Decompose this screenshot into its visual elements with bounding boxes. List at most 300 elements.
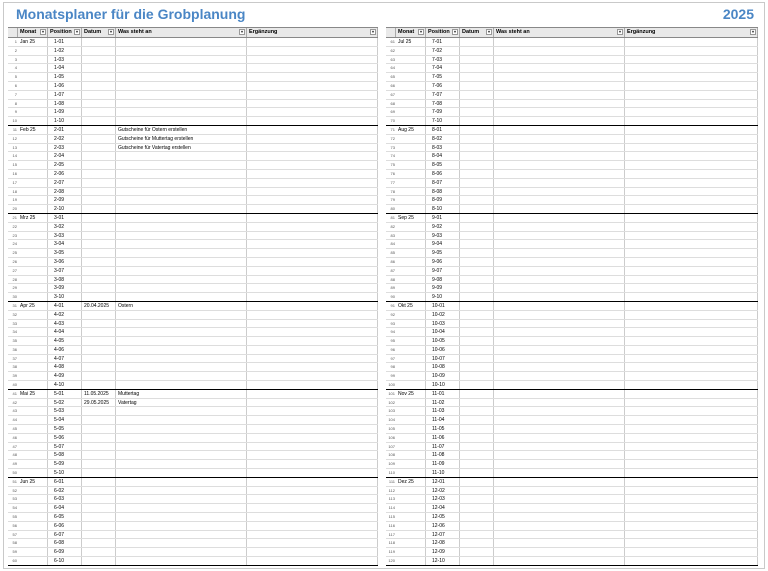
cell-position[interactable]: 9-10 bbox=[426, 293, 460, 301]
cell-position[interactable]: 11-07 bbox=[426, 443, 460, 451]
filter-dropdown-icon[interactable]: ▾ bbox=[618, 29, 621, 34]
cell-ergaenzung[interactable] bbox=[247, 337, 378, 345]
cell-was-steht-an[interactable] bbox=[116, 363, 247, 371]
cell-was-steht-an[interactable] bbox=[116, 152, 247, 160]
cell-position[interactable]: 11-02 bbox=[426, 399, 460, 407]
cell-datum[interactable] bbox=[82, 161, 116, 169]
cell-ergaenzung[interactable] bbox=[247, 196, 378, 204]
cell-monat[interactable] bbox=[396, 64, 426, 72]
cell-was-steht-an[interactable] bbox=[116, 100, 247, 108]
cell-ergaenzung[interactable] bbox=[247, 152, 378, 160]
cell-datum[interactable] bbox=[82, 223, 116, 231]
cell-position[interactable]: 2-10 bbox=[48, 205, 82, 213]
cell-was-steht-an[interactable] bbox=[494, 522, 625, 530]
cell-was-steht-an[interactable] bbox=[116, 73, 247, 81]
cell-monat[interactable] bbox=[396, 196, 426, 204]
cell-was-steht-an[interactable] bbox=[494, 355, 625, 363]
cell-ergaenzung[interactable] bbox=[625, 152, 758, 160]
cell-monat[interactable]: Dez 25 bbox=[396, 478, 426, 486]
cell-monat[interactable] bbox=[18, 399, 48, 407]
cell-datum[interactable] bbox=[460, 355, 494, 363]
cell-monat[interactable] bbox=[396, 416, 426, 424]
cell-ergaenzung[interactable] bbox=[625, 56, 758, 64]
cell-monat[interactable] bbox=[18, 196, 48, 204]
cell-datum[interactable] bbox=[460, 170, 494, 178]
cell-position[interactable]: 5-10 bbox=[48, 469, 82, 477]
cell-was-steht-an[interactable] bbox=[494, 126, 625, 134]
cell-position[interactable]: 6-01 bbox=[48, 478, 82, 486]
cell-was-steht-an[interactable] bbox=[116, 223, 247, 231]
cell-position[interactable]: 10-02 bbox=[426, 311, 460, 319]
cell-was-steht-an[interactable] bbox=[116, 513, 247, 521]
cell-was-steht-an[interactable] bbox=[116, 539, 247, 547]
cell-ergaenzung[interactable] bbox=[247, 56, 378, 64]
cell-datum[interactable] bbox=[460, 390, 494, 398]
cell-monat[interactable] bbox=[18, 144, 48, 152]
cell-ergaenzung[interactable] bbox=[247, 399, 378, 407]
cell-datum[interactable] bbox=[460, 363, 494, 371]
cell-monat[interactable] bbox=[396, 249, 426, 257]
cell-position[interactable]: 10-03 bbox=[426, 320, 460, 328]
cell-was-steht-an[interactable] bbox=[494, 478, 625, 486]
cell-monat[interactable] bbox=[18, 443, 48, 451]
cell-position[interactable]: 5-06 bbox=[48, 434, 82, 442]
cell-monat[interactable] bbox=[18, 135, 48, 143]
cell-ergaenzung[interactable] bbox=[247, 38, 378, 46]
cell-ergaenzung[interactable] bbox=[625, 478, 758, 486]
cell-monat[interactable] bbox=[18, 47, 48, 55]
cell-ergaenzung[interactable] bbox=[247, 126, 378, 134]
cell-position[interactable]: 11-04 bbox=[426, 416, 460, 424]
cell-ergaenzung[interactable] bbox=[625, 416, 758, 424]
cell-ergaenzung[interactable] bbox=[625, 451, 758, 459]
cell-ergaenzung[interactable] bbox=[625, 38, 758, 46]
cell-datum[interactable] bbox=[460, 179, 494, 187]
cell-ergaenzung[interactable] bbox=[625, 284, 758, 292]
cell-position[interactable]: 3-04 bbox=[48, 240, 82, 248]
cell-position[interactable]: 7-02 bbox=[426, 47, 460, 55]
cell-datum[interactable] bbox=[460, 416, 494, 424]
cell-monat[interactable] bbox=[18, 425, 48, 433]
cell-datum[interactable] bbox=[82, 284, 116, 292]
cell-datum[interactable] bbox=[82, 372, 116, 380]
cell-position[interactable]: 8-03 bbox=[426, 144, 460, 152]
cell-position[interactable]: 8-05 bbox=[426, 161, 460, 169]
cell-datum[interactable] bbox=[460, 311, 494, 319]
cell-was-steht-an[interactable] bbox=[494, 407, 625, 415]
cell-datum[interactable] bbox=[82, 355, 116, 363]
cell-was-steht-an[interactable] bbox=[494, 240, 625, 248]
cell-ergaenzung[interactable] bbox=[625, 267, 758, 275]
cell-datum[interactable] bbox=[460, 425, 494, 433]
cell-was-steht-an[interactable] bbox=[494, 513, 625, 521]
cell-position[interactable]: 6-09 bbox=[48, 548, 82, 556]
cell-datum[interactable]: 29.05.2025 bbox=[82, 399, 116, 407]
cell-monat[interactable] bbox=[18, 179, 48, 187]
cell-monat[interactable] bbox=[18, 363, 48, 371]
cell-ergaenzung[interactable] bbox=[625, 188, 758, 196]
cell-datum[interactable] bbox=[82, 504, 116, 512]
cell-monat[interactable] bbox=[396, 539, 426, 547]
cell-position[interactable]: 8-02 bbox=[426, 135, 460, 143]
cell-datum[interactable] bbox=[460, 557, 494, 565]
cell-position[interactable]: 7-07 bbox=[426, 91, 460, 99]
cell-monat[interactable] bbox=[396, 117, 426, 125]
cell-ergaenzung[interactable] bbox=[625, 320, 758, 328]
cell-position[interactable]: 3-07 bbox=[48, 267, 82, 275]
cell-monat[interactable] bbox=[396, 47, 426, 55]
cell-monat[interactable] bbox=[18, 328, 48, 336]
cell-monat[interactable] bbox=[396, 73, 426, 81]
cell-was-steht-an[interactable] bbox=[116, 267, 247, 275]
cell-datum[interactable] bbox=[82, 434, 116, 442]
cell-was-steht-an[interactable] bbox=[116, 161, 247, 169]
cell-position[interactable]: 11-01 bbox=[426, 390, 460, 398]
cell-datum[interactable] bbox=[460, 451, 494, 459]
cell-was-steht-an[interactable] bbox=[116, 443, 247, 451]
cell-datum[interactable] bbox=[460, 346, 494, 354]
cell-monat[interactable] bbox=[396, 372, 426, 380]
cell-monat[interactable] bbox=[396, 100, 426, 108]
cell-was-steht-an[interactable] bbox=[116, 337, 247, 345]
cell-monat[interactable] bbox=[18, 232, 48, 240]
cell-monat[interactable] bbox=[396, 311, 426, 319]
cell-ergaenzung[interactable] bbox=[247, 460, 378, 468]
cell-ergaenzung[interactable] bbox=[625, 469, 758, 477]
cell-datum[interactable] bbox=[460, 399, 494, 407]
cell-datum[interactable] bbox=[82, 425, 116, 433]
cell-was-steht-an[interactable] bbox=[494, 460, 625, 468]
cell-monat[interactable] bbox=[18, 56, 48, 64]
cell-was-steht-an[interactable] bbox=[494, 135, 625, 143]
cell-was-steht-an[interactable] bbox=[116, 170, 247, 178]
cell-was-steht-an[interactable] bbox=[116, 495, 247, 503]
cell-datum[interactable] bbox=[460, 126, 494, 134]
cell-ergaenzung[interactable] bbox=[625, 100, 758, 108]
cell-datum[interactable] bbox=[460, 284, 494, 292]
cell-monat[interactable] bbox=[18, 223, 48, 231]
cell-monat[interactable] bbox=[18, 531, 48, 539]
cell-ergaenzung[interactable] bbox=[247, 495, 378, 503]
cell-datum[interactable]: 20.04.2025 bbox=[82, 302, 116, 310]
cell-datum[interactable] bbox=[460, 407, 494, 415]
header-was[interactable] bbox=[494, 28, 625, 37]
cell-position[interactable]: 12-04 bbox=[426, 504, 460, 512]
cell-monat[interactable] bbox=[396, 170, 426, 178]
cell-datum[interactable] bbox=[460, 513, 494, 521]
cell-datum[interactable] bbox=[460, 64, 494, 72]
cell-datum[interactable] bbox=[460, 117, 494, 125]
cell-position[interactable]: 10-07 bbox=[426, 355, 460, 363]
cell-monat[interactable] bbox=[396, 487, 426, 495]
cell-position[interactable]: 9-04 bbox=[426, 240, 460, 248]
cell-was-steht-an[interactable] bbox=[494, 223, 625, 231]
cell-datum[interactable] bbox=[460, 434, 494, 442]
cell-position[interactable]: 8-01 bbox=[426, 126, 460, 134]
cell-monat[interactable] bbox=[396, 320, 426, 328]
cell-was-steht-an[interactable] bbox=[116, 487, 247, 495]
cell-datum[interactable] bbox=[460, 478, 494, 486]
cell-was-steht-an[interactable] bbox=[116, 205, 247, 213]
cell-ergaenzung[interactable] bbox=[247, 548, 378, 556]
filter-dropdown-icon[interactable]: ▾ bbox=[419, 29, 422, 34]
cell-was-steht-an[interactable] bbox=[494, 451, 625, 459]
cell-datum[interactable] bbox=[460, 91, 494, 99]
cell-was-steht-an[interactable] bbox=[116, 179, 247, 187]
cell-monat[interactable] bbox=[396, 425, 426, 433]
cell-monat[interactable] bbox=[396, 363, 426, 371]
cell-datum[interactable] bbox=[82, 267, 116, 275]
cell-monat[interactable] bbox=[396, 108, 426, 116]
cell-position[interactable]: 7-10 bbox=[426, 117, 460, 125]
cell-datum[interactable] bbox=[82, 73, 116, 81]
cell-ergaenzung[interactable] bbox=[625, 487, 758, 495]
cell-ergaenzung[interactable] bbox=[625, 495, 758, 503]
cell-monat[interactable] bbox=[396, 513, 426, 521]
cell-position[interactable]: 5-01 bbox=[48, 390, 82, 398]
cell-monat[interactable] bbox=[18, 460, 48, 468]
cell-was-steht-an[interactable] bbox=[494, 363, 625, 371]
cell-monat[interactable] bbox=[18, 504, 48, 512]
cell-position[interactable]: 8-07 bbox=[426, 179, 460, 187]
cell-ergaenzung[interactable] bbox=[625, 196, 758, 204]
cell-was-steht-an[interactable] bbox=[116, 56, 247, 64]
cell-ergaenzung[interactable] bbox=[247, 144, 378, 152]
cell-datum[interactable] bbox=[460, 223, 494, 231]
cell-monat[interactable] bbox=[396, 548, 426, 556]
cell-position[interactable]: 5-07 bbox=[48, 443, 82, 451]
cell-datum[interactable] bbox=[460, 135, 494, 143]
cell-monat[interactable] bbox=[18, 73, 48, 81]
cell-ergaenzung[interactable] bbox=[625, 249, 758, 257]
cell-ergaenzung[interactable] bbox=[247, 73, 378, 81]
cell-ergaenzung[interactable] bbox=[247, 64, 378, 72]
cell-was-steht-an[interactable] bbox=[494, 144, 625, 152]
cell-monat[interactable]: Sep 25 bbox=[396, 214, 426, 222]
cell-datum[interactable] bbox=[460, 214, 494, 222]
cell-was-steht-an[interactable] bbox=[494, 232, 625, 240]
cell-ergaenzung[interactable] bbox=[247, 443, 378, 451]
cell-monat[interactable] bbox=[18, 152, 48, 160]
cell-was-steht-an[interactable] bbox=[494, 416, 625, 424]
cell-was-steht-an[interactable] bbox=[116, 531, 247, 539]
cell-position[interactable]: 7-01 bbox=[426, 38, 460, 46]
cell-was-steht-an[interactable] bbox=[494, 47, 625, 55]
cell-position[interactable]: 6-04 bbox=[48, 504, 82, 512]
cell-was-steht-an[interactable] bbox=[494, 337, 625, 345]
cell-ergaenzung[interactable] bbox=[247, 346, 378, 354]
cell-monat[interactable] bbox=[18, 170, 48, 178]
cell-position[interactable]: 11-08 bbox=[426, 451, 460, 459]
cell-ergaenzung[interactable] bbox=[247, 232, 378, 240]
cell-position[interactable]: 4-09 bbox=[48, 372, 82, 380]
cell-position[interactable]: 1-01 bbox=[48, 38, 82, 46]
cell-datum[interactable] bbox=[82, 38, 116, 46]
cell-ergaenzung[interactable] bbox=[625, 108, 758, 116]
cell-position[interactable]: 4-05 bbox=[48, 337, 82, 345]
cell-monat[interactable] bbox=[396, 469, 426, 477]
cell-position[interactable]: 6-07 bbox=[48, 531, 82, 539]
cell-datum[interactable] bbox=[82, 531, 116, 539]
cell-position[interactable]: 2-01 bbox=[48, 126, 82, 134]
cell-ergaenzung[interactable] bbox=[625, 504, 758, 512]
cell-monat[interactable] bbox=[396, 56, 426, 64]
cell-ergaenzung[interactable] bbox=[247, 302, 378, 310]
cell-datum[interactable] bbox=[460, 188, 494, 196]
cell-datum[interactable] bbox=[82, 64, 116, 72]
cell-monat[interactable] bbox=[396, 240, 426, 248]
cell-was-steht-an[interactable] bbox=[116, 504, 247, 512]
cell-datum[interactable] bbox=[460, 258, 494, 266]
cell-ergaenzung[interactable] bbox=[625, 214, 758, 222]
cell-was-steht-an[interactable] bbox=[116, 293, 247, 301]
cell-monat[interactable] bbox=[396, 82, 426, 90]
cell-datum[interactable] bbox=[460, 152, 494, 160]
cell-monat[interactable]: Mrz 25 bbox=[18, 214, 48, 222]
cell-monat[interactable] bbox=[396, 205, 426, 213]
cell-position[interactable]: 1-04 bbox=[48, 64, 82, 72]
filter-dropdown-icon[interactable]: ▾ bbox=[751, 29, 754, 34]
cell-monat[interactable] bbox=[396, 258, 426, 266]
cell-ergaenzung[interactable] bbox=[247, 249, 378, 257]
cell-datum[interactable] bbox=[82, 311, 116, 319]
filter-dropdown-icon[interactable]: ▾ bbox=[75, 29, 78, 34]
cell-position[interactable]: 7-05 bbox=[426, 73, 460, 81]
cell-was-steht-an[interactable]: Muttertag bbox=[116, 390, 247, 398]
cell-monat[interactable] bbox=[396, 284, 426, 292]
cell-datum[interactable] bbox=[460, 328, 494, 336]
cell-monat[interactable] bbox=[18, 487, 48, 495]
cell-position[interactable]: 3-05 bbox=[48, 249, 82, 257]
cell-was-steht-an[interactable] bbox=[116, 381, 247, 389]
cell-monat[interactable] bbox=[396, 144, 426, 152]
filter-dropdown-icon[interactable]: ▾ bbox=[41, 29, 44, 34]
cell-monat[interactable] bbox=[18, 469, 48, 477]
cell-position[interactable]: 8-06 bbox=[426, 170, 460, 178]
cell-was-steht-an[interactable] bbox=[494, 38, 625, 46]
cell-was-steht-an[interactable] bbox=[494, 258, 625, 266]
cell-position[interactable]: 2-02 bbox=[48, 135, 82, 143]
cell-position[interactable]: 8-04 bbox=[426, 152, 460, 160]
cell-ergaenzung[interactable] bbox=[247, 372, 378, 380]
cell-monat[interactable] bbox=[18, 108, 48, 116]
cell-was-steht-an[interactable] bbox=[116, 82, 247, 90]
cell-ergaenzung[interactable] bbox=[625, 47, 758, 55]
cell-datum[interactable] bbox=[82, 170, 116, 178]
cell-monat[interactable] bbox=[396, 152, 426, 160]
cell-position[interactable]: 3-09 bbox=[48, 284, 82, 292]
cell-monat[interactable] bbox=[18, 267, 48, 275]
cell-position[interactable]: 4-04 bbox=[48, 328, 82, 336]
cell-datum[interactable] bbox=[82, 91, 116, 99]
cell-ergaenzung[interactable] bbox=[247, 205, 378, 213]
cell-monat[interactable] bbox=[18, 100, 48, 108]
cell-position[interactable]: 5-03 bbox=[48, 407, 82, 415]
cell-ergaenzung[interactable] bbox=[625, 548, 758, 556]
cell-was-steht-an[interactable] bbox=[116, 284, 247, 292]
cell-monat[interactable] bbox=[396, 381, 426, 389]
cell-ergaenzung[interactable] bbox=[247, 47, 378, 55]
cell-was-steht-an[interactable] bbox=[494, 372, 625, 380]
cell-was-steht-an[interactable] bbox=[494, 390, 625, 398]
cell-ergaenzung[interactable] bbox=[625, 390, 758, 398]
cell-ergaenzung[interactable] bbox=[625, 302, 758, 310]
cell-was-steht-an[interactable] bbox=[494, 276, 625, 284]
cell-monat[interactable] bbox=[18, 258, 48, 266]
cell-monat[interactable] bbox=[18, 451, 48, 459]
cell-ergaenzung[interactable] bbox=[625, 126, 758, 134]
cell-monat[interactable] bbox=[396, 328, 426, 336]
cell-position[interactable]: 6-03 bbox=[48, 495, 82, 503]
cell-datum[interactable] bbox=[82, 460, 116, 468]
cell-datum[interactable] bbox=[82, 47, 116, 55]
cell-was-steht-an[interactable] bbox=[494, 495, 625, 503]
cell-datum[interactable] bbox=[82, 363, 116, 371]
cell-position[interactable]: 8-09 bbox=[426, 196, 460, 204]
cell-position[interactable]: 5-02 bbox=[48, 399, 82, 407]
cell-position[interactable]: 10-05 bbox=[426, 337, 460, 345]
cell-datum[interactable] bbox=[460, 267, 494, 275]
cell-monat[interactable] bbox=[18, 320, 48, 328]
cell-position[interactable]: 4-06 bbox=[48, 346, 82, 354]
filter-dropdown-icon[interactable]: ▾ bbox=[453, 29, 456, 34]
cell-datum[interactable] bbox=[460, 56, 494, 64]
cell-was-steht-an[interactable] bbox=[116, 460, 247, 468]
header-datum[interactable] bbox=[460, 28, 494, 37]
cell-was-steht-an[interactable] bbox=[494, 469, 625, 477]
cell-datum[interactable] bbox=[460, 82, 494, 90]
cell-position[interactable]: 12-01 bbox=[426, 478, 460, 486]
cell-datum[interactable] bbox=[460, 196, 494, 204]
cell-ergaenzung[interactable] bbox=[625, 381, 758, 389]
cell-ergaenzung[interactable] bbox=[247, 108, 378, 116]
cell-ergaenzung[interactable] bbox=[625, 276, 758, 284]
cell-was-steht-an[interactable] bbox=[116, 117, 247, 125]
cell-monat[interactable] bbox=[18, 548, 48, 556]
cell-datum[interactable] bbox=[82, 108, 116, 116]
cell-was-steht-an[interactable] bbox=[116, 38, 247, 46]
header-monat[interactable] bbox=[396, 28, 426, 37]
cell-ergaenzung[interactable] bbox=[247, 267, 378, 275]
cell-was-steht-an[interactable] bbox=[494, 161, 625, 169]
cell-ergaenzung[interactable] bbox=[247, 539, 378, 547]
cell-datum[interactable] bbox=[82, 416, 116, 424]
cell-monat[interactable] bbox=[396, 267, 426, 275]
cell-datum[interactable] bbox=[82, 276, 116, 284]
cell-datum[interactable] bbox=[460, 469, 494, 477]
cell-ergaenzung[interactable] bbox=[247, 504, 378, 512]
cell-monat[interactable] bbox=[18, 355, 48, 363]
cell-was-steht-an[interactable] bbox=[494, 548, 625, 556]
cell-monat[interactable] bbox=[396, 188, 426, 196]
cell-datum[interactable] bbox=[460, 460, 494, 468]
cell-datum[interactable] bbox=[82, 513, 116, 521]
cell-ergaenzung[interactable] bbox=[247, 240, 378, 248]
cell-ergaenzung[interactable] bbox=[247, 223, 378, 231]
cell-was-steht-an[interactable] bbox=[116, 407, 247, 415]
cell-ergaenzung[interactable] bbox=[247, 451, 378, 459]
cell-datum[interactable] bbox=[82, 407, 116, 415]
cell-ergaenzung[interactable] bbox=[247, 311, 378, 319]
header-ergaenzung[interactable] bbox=[247, 28, 378, 37]
cell-monat[interactable] bbox=[396, 495, 426, 503]
cell-datum[interactable] bbox=[82, 205, 116, 213]
cell-position[interactable]: 2-08 bbox=[48, 188, 82, 196]
cell-position[interactable]: 12-02 bbox=[426, 487, 460, 495]
cell-position[interactable]: 7-09 bbox=[426, 108, 460, 116]
cell-was-steht-an[interactable] bbox=[116, 91, 247, 99]
cell-monat[interactable] bbox=[396, 434, 426, 442]
